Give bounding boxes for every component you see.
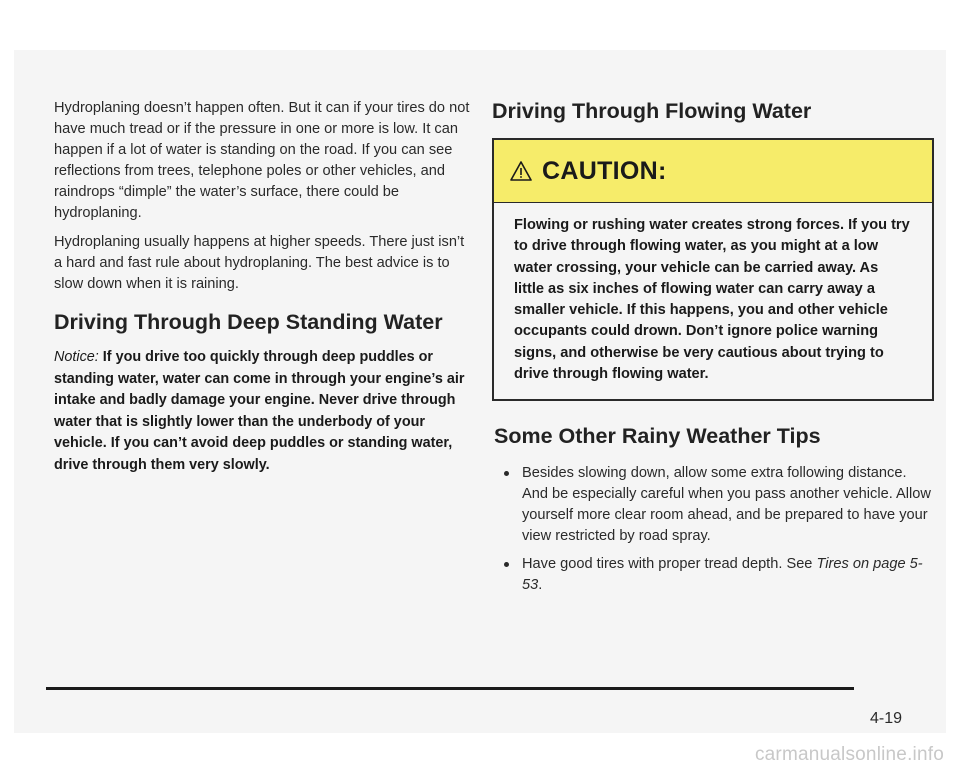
tip-end-period: . [538,577,543,594]
notice-text: If you drive too quickly through deep puddles or standing water, water can come in through your engine’s air intake and badly damage your engine. Never drive through water that is slightly lower than the underbody of your vehicle. If you can’t avoid deep puddles or standing water, drive through them very slowly. [54,349,465,473]
tip-good-tires: Have good tires with proper tread depth. See [522,556,817,573]
caution-title: CAUTION: [542,156,667,185]
notice-label: Notice: [54,349,99,365]
list-item [492,463,932,547]
caution-text: Flowing or rushing water creates strong forces. If you try to drive through flowing water, as you might at a low water crossing, your vehicle can be carried away. As little as six inches of flowing water can carry away a smaller vehicle. If this happens, you and other vehicle occupants could drown. Don’t ignore police warning signs, and otherwise be very cautious about trying to drive through flowing water. [514,217,910,383]
tips-list [492,463,932,596]
bullet-icon [504,562,509,567]
warning-triangle-icon [510,160,532,182]
bullet-icon [504,471,509,476]
heading-rainy-weather-tips: Some Other Rainy Weather Tips [494,424,821,449]
list-item [492,554,932,596]
footer-rule [46,687,854,690]
right-column [492,98,932,603]
page-number: 4-19 [870,710,903,727]
caution-box [492,138,934,401]
heading-deep-standing-water: Driving Through Deep Standing Water [54,310,443,334]
hydroplaning-paragraph-1: Hydroplaning doesn’t happen often. But it can if your tires do not have much tread or if the pressure in one or more is low. It can happen if a lot of water is standing on the road. If you can see reflections from trees, telephone poles or other vehicles, and raindrops “dimple” the water’s surface, there could be hydroplaning. [54,100,470,221]
heading-flowing-water: Driving Through Flowing Water [492,99,812,123]
hydroplaning-paragraph-2: Hydroplaning usually happens at higher speeds. There just isn’t a hard and fast rule about hydroplaning. The best advice is to slow down when it is raining. [54,234,465,292]
tip-following-distance: Besides slowing down, allow some extra following distance. And be especially careful when you pass another vehicle. Allow yourself more clear room ahead, and be prepared to have your view restricted by road spray. [522,465,931,545]
watermark-text: carmanualsonline.info [754,744,944,765]
tires-page-reference[interactable]: Tires on page 5-53 [522,556,923,594]
caution-header [494,140,932,203]
left-column [54,98,472,476]
manual-page [14,50,946,733]
notice-paragraph [54,347,472,476]
